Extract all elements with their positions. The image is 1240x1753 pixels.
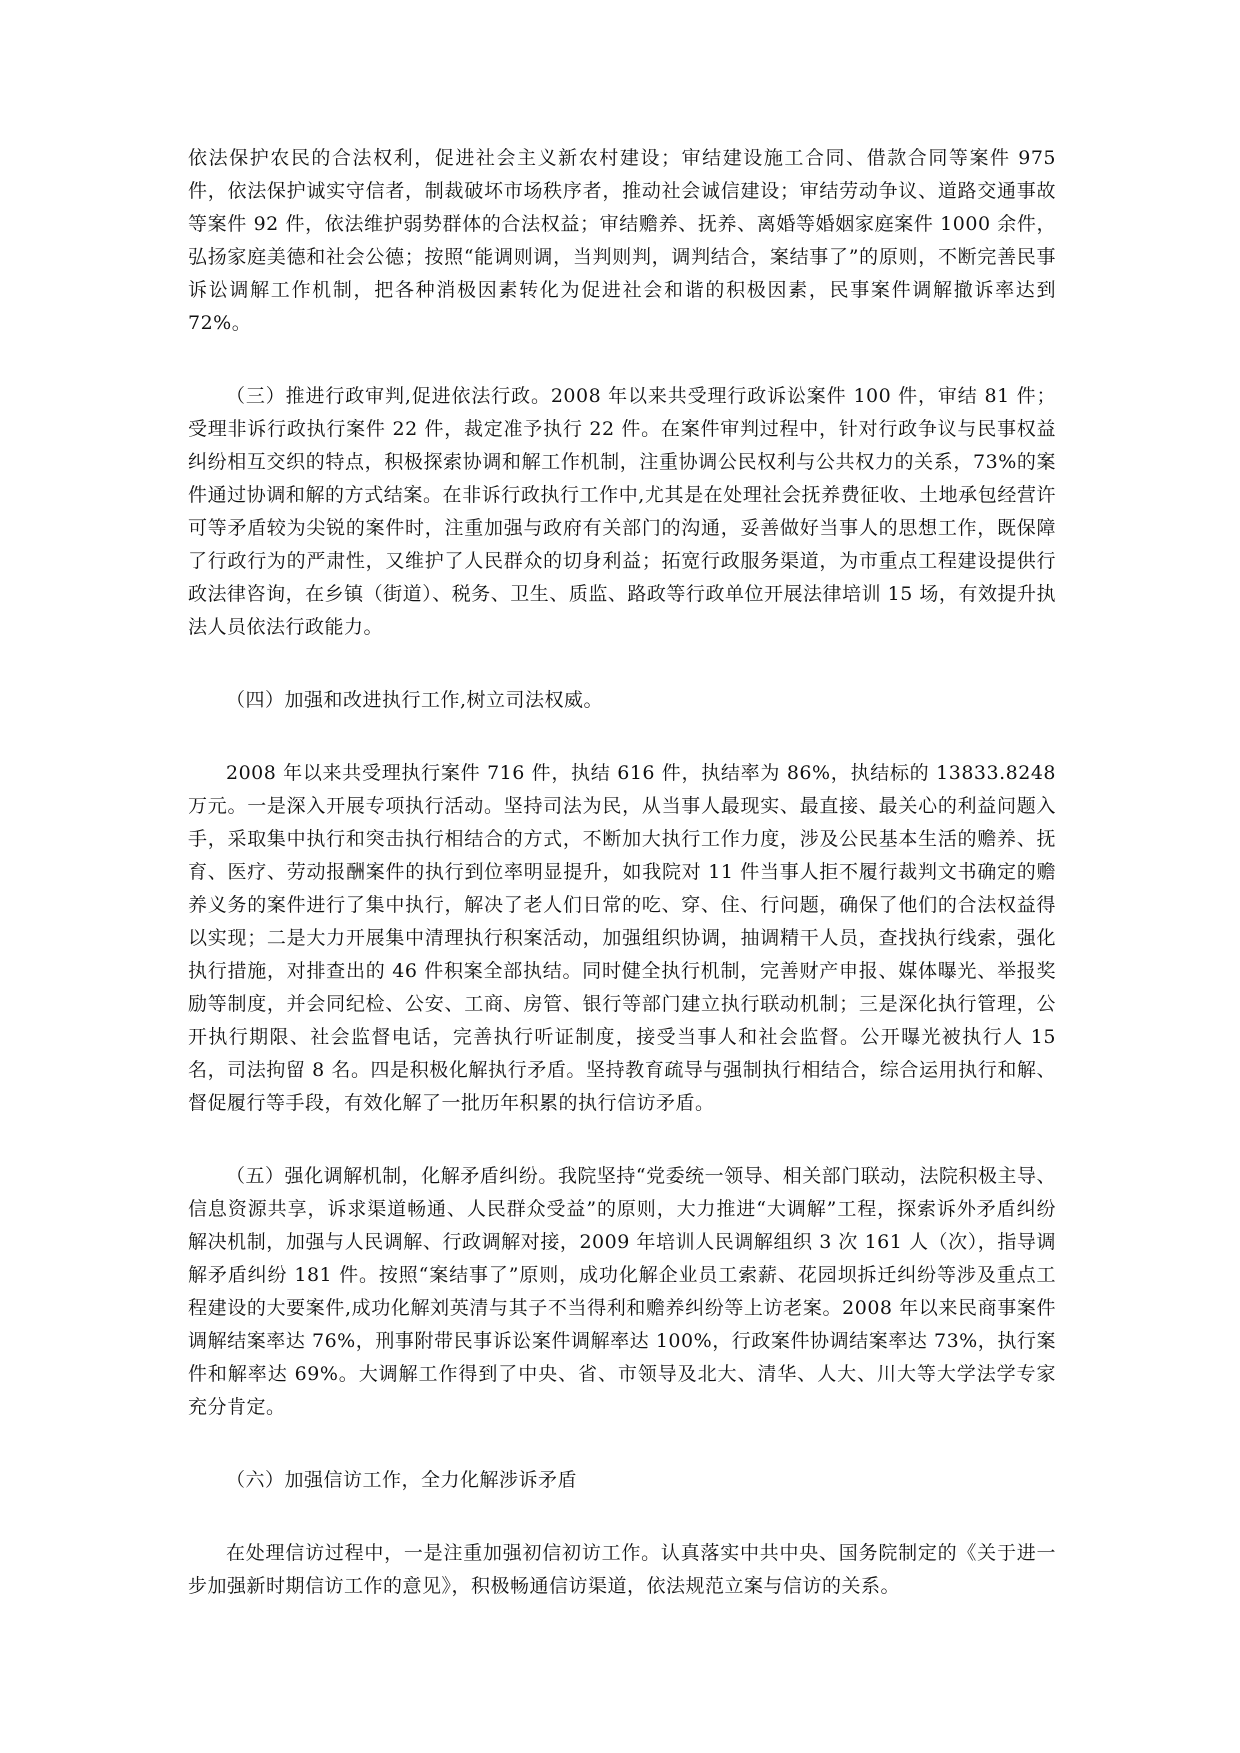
paragraph-petition-work: 在处理信访过程中，一是注重加强初信初访工作。认真落实中共中央、国务院制定的《关于进一步加强新时期信访工作的意见》，积极畅通信访渠道，依法规范立案与信访的关系。 — [188, 1542, 1056, 1597]
document-body — [188, 142, 1056, 1643]
paragraph-mediation-mechanism: （五）强化调解机制，化解矛盾纠纷。我院坚持“党委统一领导、相关部门联动，法院积极主导、信息资源共享，诉求渠道畅通、人民群众受益”的原则，大力推进“大调解”工程，探索诉外矛盾纠纷解决机制，加强与人民调解、行政调解对接，2009 年培训人民调解组织 3 次 161 人（次），指导调解矛盾纠纷 181 件。按照“案结事了”原则，成功化解企业员工索薪、花园坝拆迁纠纷等涉及重点工程建设的大要案件,成功化解刘英清与其子不当得利和赡养纠纷等上访老案。2008 年以来民商事案件调解结案率达 76%，刑事附带民事诉讼案件调解率达 100%，行政案件协调结案率达 73%，执行案件和解率达 69%。大调解工作得到了中央、省、市领导及北大、清华、人大、川大等大学法学专家充分肯定。 — [188, 1165, 1056, 1418]
heading-execution-work: （四）加强和改进执行工作,树立司法权威。 — [226, 689, 604, 711]
paragraph-execution-work: 2008 年以来共受理执行案件 716 件，执结 616 件，执结率为 86%，执结标的 13833.8248 万元。一是深入开展专项执行活动。坚持司法为民，从当事人最现实、最直接、最关心的利益问题入手，采取集中执行和突击执行相结合的方式，不断加大执行工作力度，涉及公民基本生活的赡养、抚育、医疗、劳动报酬案件的执行到位率明显提升，如我院对 11 件当事人拒不履行裁判文书确定的赡养义务的案件进行了集中执行，解决了老人们日常的吃、穿、住、行问题，确保了他们的合法权益得以实现；二是大力开展集中清理执行积案活动，加强组织协调，抽调精干人员，查找执行线索，强化执行措施，对排查出的 46 件积案全部执结。同时健全执行机制，完善财产申报、媒体曝光、举报奖励等制度，并会同纪检、公安、工商、房管、银行等部门建立执行联动机制；三是深化执行管理，公开执行期限、社会监督电话，完善执行听证制度，接受当事人和社会监督。公开曝光被执行人 15 名，司法拘留 8 名。四是积极化解执行矛盾。坚持教育疏导与强制执行相结合，综合运用执行和解、督促履行等手段，有效化解了一批历年积累的执行信访矛盾。 — [188, 762, 1056, 1114]
paragraph-civil-cases: 依法保护农民的合法权利，促进社会主义新农村建设；审结建设施工合同、借款合同等案件 975 件，依法保护诚实守信者，制裁破坏市场秩序者，推动社会诚信建设；审结劳动争议、道路交通事故等案件 92 件，依法维护弱势群体的合法权益；审结赡养、抚养、离婚等婚姻家庭案件 1000 余件，弘扬家庭美德和社会公德；按照“能调则调，当判则判，调判结合，案结事了”的原则，不断完善民事诉讼调解工作机制，把各种消极因素转化为促进社会和谐的积极因素，民事案件调解撤诉率达到 72%。 — [188, 147, 1056, 334]
heading-petition-work: （六）加强信访工作，全力化解涉诉矛盾 — [226, 1469, 578, 1491]
paragraph-administrative-trial: （三）推进行政审判,促进依法行政。2008 年以来共受理行政诉讼案件 100 件，审结 81 件；受理非诉行政执行案件 22 件，裁定准予执行 22 件。在案件审判过程中，针对行政争议与民事权益纠纷相互交织的特点，积极探索协调和解工作机制，注重协调公民权利与公共权力的关系，73%的案件通过协调和解的方式结案。在非诉行政执行工作中,尤其是在处理社会抚养费征收、土地承包经营许可等矛盾较为尖锐的案件时，注重加强与政府有关部门的沟通，妥善做好当事人的思想工作，既保障了行政行为的严肃性，又维护了人民群众的切身利益；拓宽行政服务渠道，为市重点工程建设提供行政法律咨询，在乡镇（街道）、税务、卫生、质监、路政等行政单位开展法律培训 15 场，有效提升执法人员依法行政能力。 — [188, 385, 1056, 638]
